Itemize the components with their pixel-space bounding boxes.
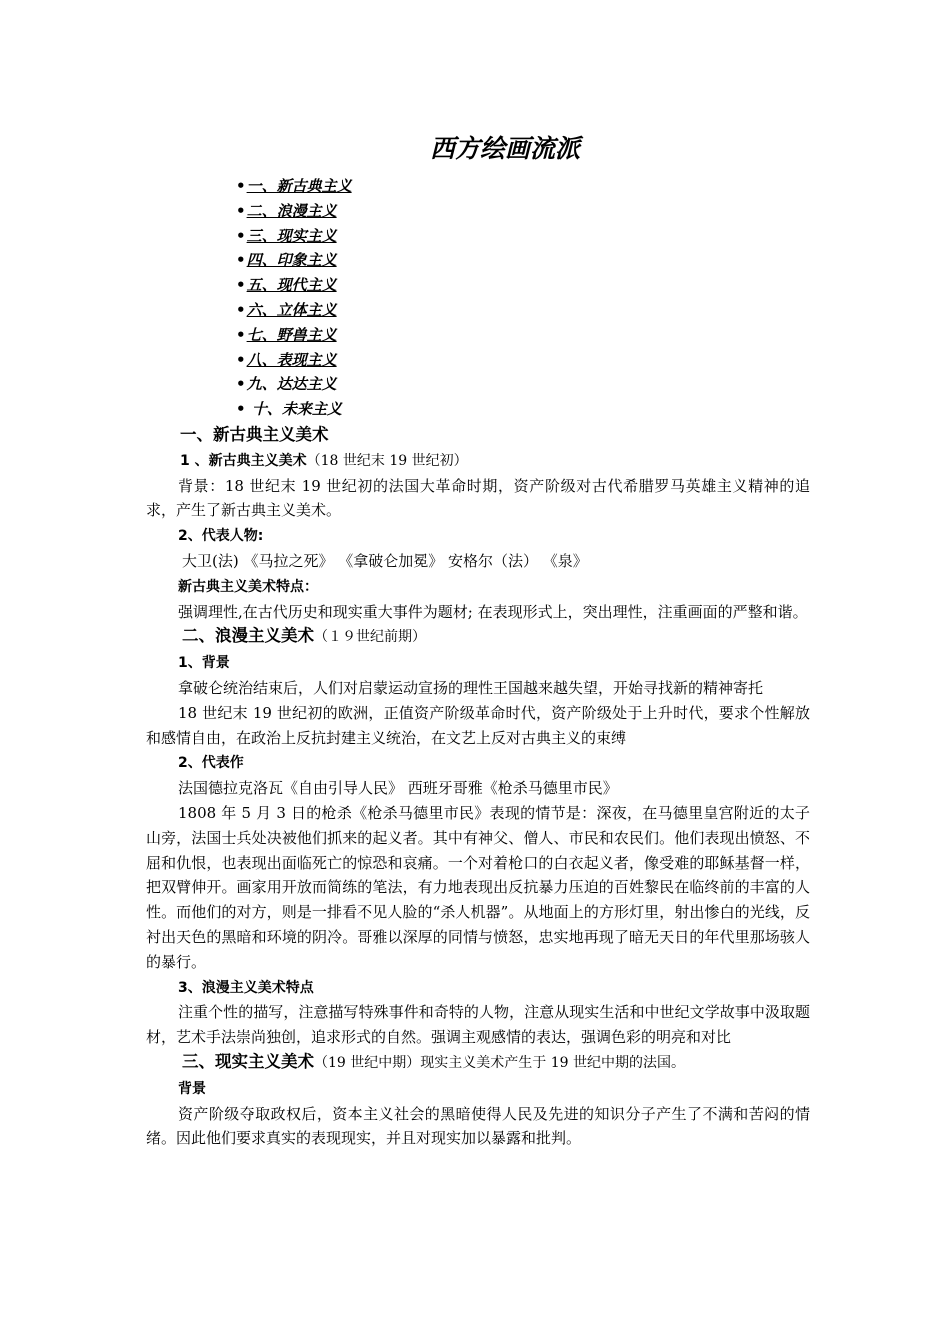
toc-link[interactable]: 四、印象主义: [246, 251, 337, 270]
toc-item[interactable]: [236, 199, 352, 224]
section-heading: 一、新古典主义美术: [180, 425, 329, 444]
bullet-icon: •: [236, 350, 246, 369]
paragraph: 资产阶级夺取政权后，资本主义社会的黑暗使得人民及先进的知识分子产生了不满和苦闷的情绪。因此他们要求真实的表现现实，并且对现实加以暴露和批判。: [146, 1104, 810, 1148]
toc-link[interactable]: 八、表现主义: [246, 350, 337, 369]
bullet-icon: •: [236, 201, 246, 220]
paragraph: 18 世纪末 19 世纪初的欧洲，正值资产阶级革命时代，资产阶级处于上升时代，要求个性解放和感情自由，在政治上反抗封建主义统治，在文艺上反对古典主义的束缚: [146, 703, 810, 747]
toc-item[interactable]: [236, 323, 352, 348]
toc-link[interactable]: 九、达达主义: [246, 375, 337, 394]
toc-link[interactable]: 一、新古典主义: [246, 177, 352, 195]
document-body: [146, 423, 810, 1151]
subheading: 1 、新古典主义美术（18 世纪末 19 世纪初）: [180, 452, 468, 469]
subheading: 3、浪漫主义美术特点: [178, 979, 314, 996]
toc-item[interactable]: [236, 348, 352, 373]
paragraph: 大卫(法) 《马拉之死》 《拿破仑加冕》 安格尔（法） 《泉》: [182, 551, 588, 570]
bullet-icon: •: [236, 177, 246, 195]
document-title: 西方绘画流派: [429, 134, 580, 163]
bullet-icon: •: [236, 375, 246, 394]
toc-link[interactable]: 二、浪漫主义: [246, 201, 337, 220]
toc-link[interactable]: 五、现代主义: [246, 276, 337, 295]
section-heading: 三、现实主义美术（19 世纪中期）现实主义美术产生于 19 世纪中期的法国。: [182, 1051, 685, 1071]
toc-item[interactable]: [236, 174, 352, 199]
subheading: 2、代表作: [178, 755, 244, 772]
subheading: 新古典主义美术特点：: [178, 578, 318, 595]
toc-item[interactable]: [236, 298, 352, 323]
paragraph: 1808 年 5 月 3 日的枪杀《枪杀马德里市民》表现的情节是：深夜，在马德里皇宫附近的太子山旁，法国士兵处决被他们抓来的起义者。其中有神父、僧人、市民和农民们。他们表现出愤怒、不屈和仇恨，也表现出面临死亡的惊恐和哀痛。一个对着枪口的白衣起义者，像受难的耶稣基督一样，把双臂伸开。画家用开放而简练的笔法，有力地表现出反抗暴力压迫的百姓黎民在临终前的丰富的人性。而他们的对方，则是一排看不见人脸的“杀人机器”。从地面上的方形灯里，射出惨白的光线，反衬出天色的黑暗和环境的阴冷。哥雅以深厚的同情与愤怒，忠实地再现了暗无天日的年代里那场骇人的暴行。: [146, 803, 810, 971]
paragraph: 强调理性,在古代历史和现实重大事件为题材; 在表现形式上，突出理性，注重画面的严整和谐。: [178, 602, 808, 621]
table-of-contents: [236, 174, 352, 422]
subheading: 1、背景: [178, 655, 230, 672]
bullet-icon: •: [236, 300, 246, 319]
section-heading: 二、浪漫主义美术（１９世纪前期）: [182, 626, 426, 646]
toc-item[interactable]: [236, 397, 352, 422]
toc-link[interactable]: 三、现实主义: [246, 226, 337, 245]
bullet-icon: •: [236, 251, 246, 270]
toc-link[interactable]: 十、未来主义: [251, 400, 342, 419]
bullet-icon: •: [236, 325, 246, 344]
toc-item[interactable]: [236, 248, 352, 273]
paragraph: 拿破仑统治结束后，人们对启蒙运动宣扬的理性王国越来越失望，开始寻找新的精神寄托: [178, 678, 764, 697]
bullet-icon: •: [236, 226, 246, 245]
toc-link[interactable]: 六、立体主义: [246, 300, 337, 319]
toc-item[interactable]: [236, 224, 352, 249]
bullet-icon: •: [236, 276, 246, 295]
paragraph: 背景：18 世纪末 19 世纪初的法国大革命时期，资产阶级对古代希腊罗马英雄主义精神的追求，产生了新古典主义美术。: [146, 476, 810, 520]
subheading: 背景: [178, 1080, 206, 1097]
paragraph: 法国德拉克洛瓦《自由引导人民》 西班牙哥雅《枪杀马德里市民》: [178, 779, 618, 798]
subheading: 2、代表人物:: [178, 528, 264, 545]
bullet-icon: •: [236, 400, 246, 419]
paragraph: 注重个性的描写，注意描写特殊事件和奇特的人物，注意从现实生活和中世纪文学故事中汲取题材，艺术手法崇尚独创，追求形式的自然。强调主观感情的表达，强调色彩的明亮和对比: [146, 1003, 810, 1047]
toc-link[interactable]: 七、野兽主义: [246, 325, 337, 344]
toc-item[interactable]: [236, 273, 352, 298]
toc-item[interactable]: [236, 372, 352, 397]
